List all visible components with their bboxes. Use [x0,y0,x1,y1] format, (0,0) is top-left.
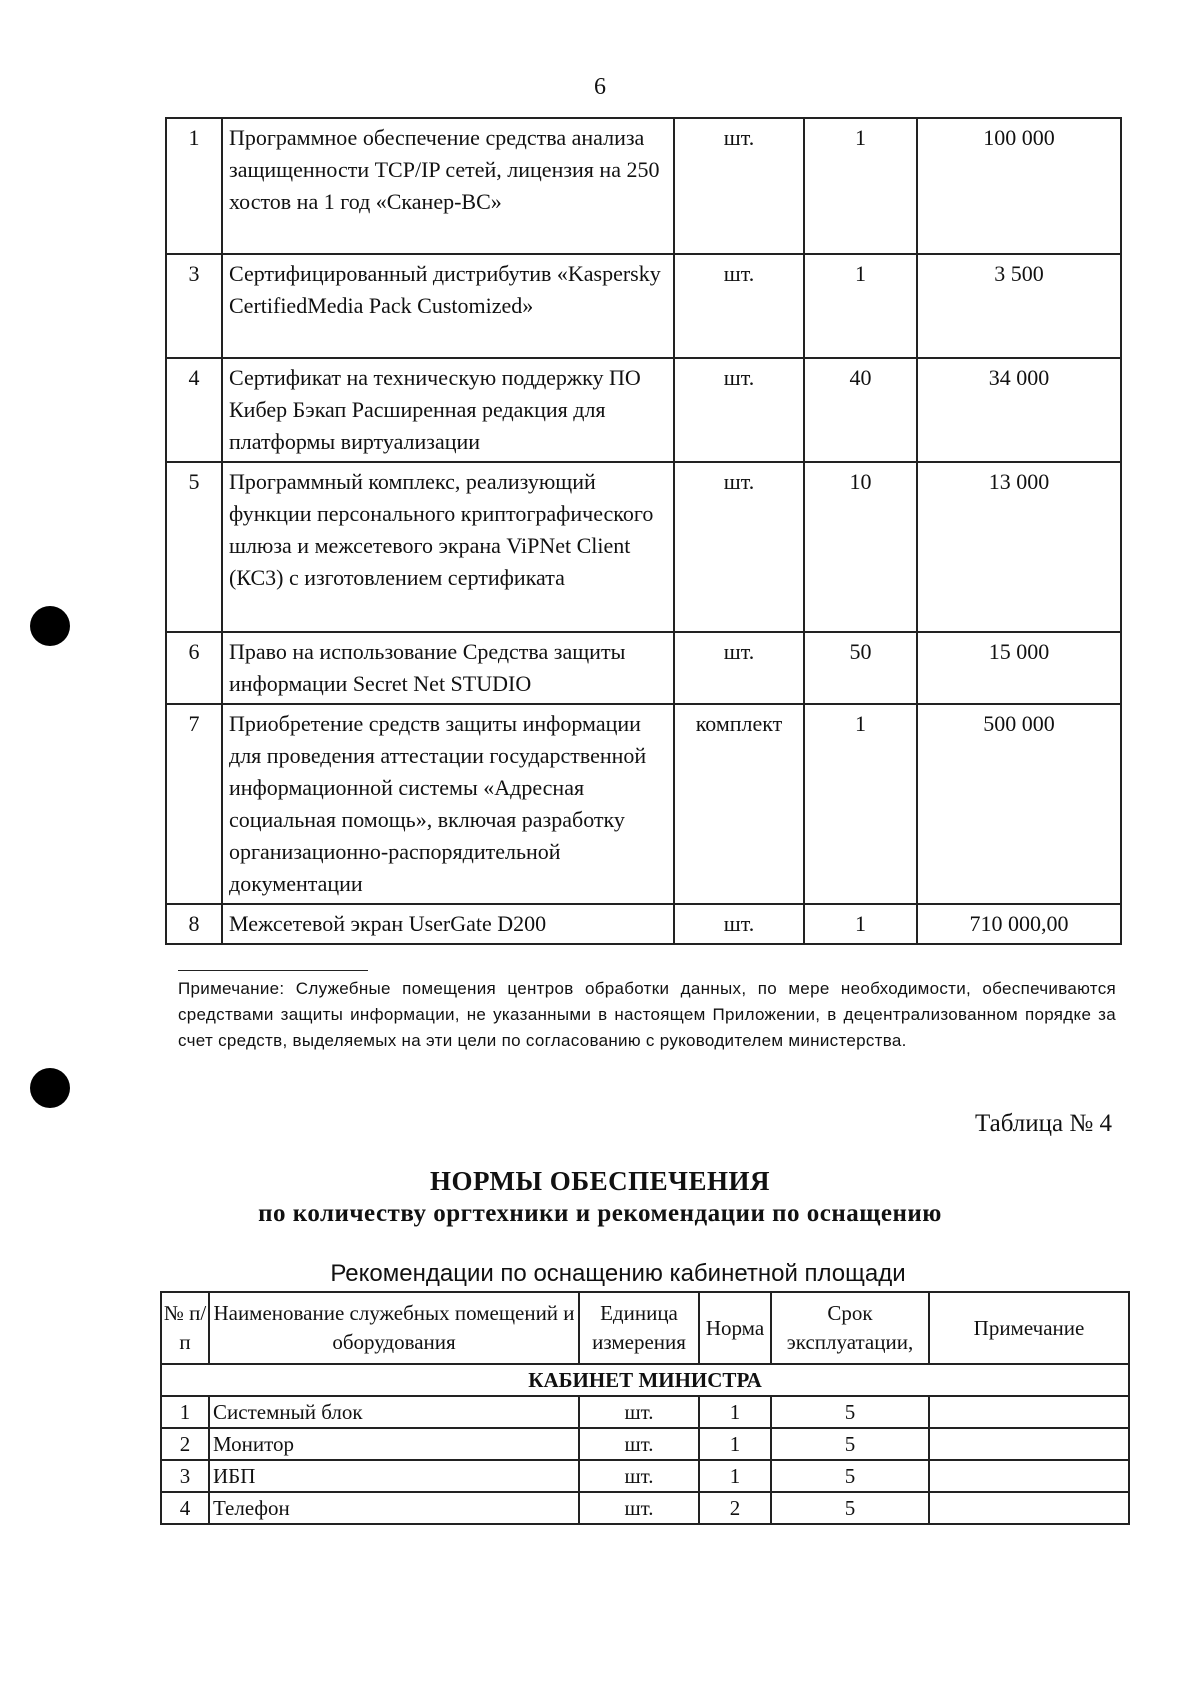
equipment-service-life: 5 [771,1428,929,1460]
item-name: Приобретение средств защиты информации для проведения аттестации государственной информационной системы «Адресная социальная помощь», включая разработку организационно-распорядительной документации [222,704,674,904]
equipment-unit: шт. [579,1428,699,1460]
item-price: 13 000 [917,462,1121,632]
table-row [161,1396,1129,1428]
item-name: Программное обеспечение средства анализа защищенности TCP/IP сетей, лицензия на 250 хостов на 1 год «Сканер-ВС» [222,118,674,254]
table-row [166,704,1121,904]
item-name: Право на использование Средства защиты информации Secret Net STUDIO [222,632,674,704]
row-number: 3 [166,254,222,358]
item-unit: шт. [674,904,804,944]
table-row [166,904,1121,944]
items-table [165,117,1122,945]
table-row [166,632,1121,704]
table-header-row [161,1292,1129,1364]
equipment-service-life: 5 [771,1460,929,1492]
section-title: НОРМЫ ОБЕСПЕЧЕНИЯ [430,1166,770,1196]
equipment-note [929,1460,1129,1492]
equipment-note [929,1396,1129,1428]
item-price: 100 000 [917,118,1121,254]
equipment-name: Телефон [209,1492,579,1524]
item-price: 34 000 [917,358,1121,462]
table-row [166,462,1121,632]
table-row [166,118,1121,254]
subtable-caption: Рекомендации по оснащению кабинетной площади [330,1260,906,1287]
row-number: 1 [166,118,222,254]
item-unit: шт. [674,254,804,358]
header-norm: Норма [699,1292,771,1364]
row-number: 4 [166,358,222,462]
equipment-name: ИБП [209,1460,579,1492]
row-number: 4 [161,1492,209,1524]
item-unit: комплект [674,704,804,904]
item-price: 15 000 [917,632,1121,704]
item-quantity: 1 [804,118,917,254]
item-unit: шт. [674,358,804,462]
equipment-norm: 1 [699,1396,771,1428]
norms-table [160,1291,1130,1525]
row-number: 2 [161,1428,209,1460]
table-row [161,1492,1129,1524]
item-quantity: 40 [804,358,917,462]
item-unit: шт. [674,118,804,254]
equipment-unit: шт. [579,1396,699,1428]
item-price: 3 500 [917,254,1121,358]
equipment-note [929,1492,1129,1524]
table-row [161,1460,1129,1492]
item-unit: шт. [674,632,804,704]
row-number: 1 [161,1396,209,1428]
table-caption: Таблица № 4 [974,1110,1112,1137]
header-number: № п/п [161,1292,209,1364]
header-unit: Единица измерения [579,1292,699,1364]
header-name: Наименование служебных помещений и оборудования [209,1292,579,1364]
item-quantity: 1 [804,704,917,904]
row-number: 6 [166,632,222,704]
punch-hole-icon [30,606,70,646]
equipment-note [929,1428,1129,1460]
table-row [166,358,1121,462]
item-price: 710 000,00 [917,904,1121,944]
row-number: 7 [166,704,222,904]
section-subtitle: по количеству оргтехники и рекомендации по оснащению [258,1200,942,1227]
footnote: Примечание: Служебные помещения центров обработки данных, по мере необходимости, обеспечиваются средствами защиты информации, не указанными в настоящем Приложении, в децентрализованном порядке за счет средств, выделяемых на эти цели по согласованию с руководителем министерства. [178,979,1116,1050]
page-number: 6 [594,74,606,100]
item-name: Сертифицированный дистрибутив «Kaspersky CertifiedMedia Pack Customized» [222,254,674,358]
row-number: 3 [161,1460,209,1492]
equipment-name: Системный блок [209,1396,579,1428]
footnote-divider [178,970,368,971]
item-name: Межсетевой экран UserGate D200 [222,904,674,944]
item-name: Программный комплекс, реализующий функции персонального криптографического шлюза и межсетевого экрана ViPNet Client (КС3) с изготовлением сертификата [222,462,674,632]
equipment-unit: шт. [579,1460,699,1492]
equipment-norm: 2 [699,1492,771,1524]
item-name: Сертификат на техническую поддержку ПО Кибер Бэкап Расширенная редакция для платформы виртуализации [222,358,674,462]
item-quantity: 1 [804,254,917,358]
item-quantity: 50 [804,632,917,704]
section-row [161,1364,1129,1396]
table-row [161,1428,1129,1460]
equipment-service-life: 5 [771,1492,929,1524]
row-number: 8 [166,904,222,944]
equipment-service-life: 5 [771,1396,929,1428]
equipment-norm: 1 [699,1428,771,1460]
item-quantity: 1 [804,904,917,944]
table-row [166,254,1121,358]
equipment-norm: 1 [699,1460,771,1492]
equipment-unit: шт. [579,1492,699,1524]
item-unit: шт. [674,462,804,632]
header-note: Примечание [929,1292,1129,1364]
section-label: КАБИНЕТ МИНИСТРА [161,1364,1129,1396]
header-service-life: Срок эксплуатации, [771,1292,929,1364]
item-quantity: 10 [804,462,917,632]
item-price: 500 000 [917,704,1121,904]
equipment-name: Монитор [209,1428,579,1460]
punch-hole-icon [30,1068,70,1108]
row-number: 5 [166,462,222,632]
